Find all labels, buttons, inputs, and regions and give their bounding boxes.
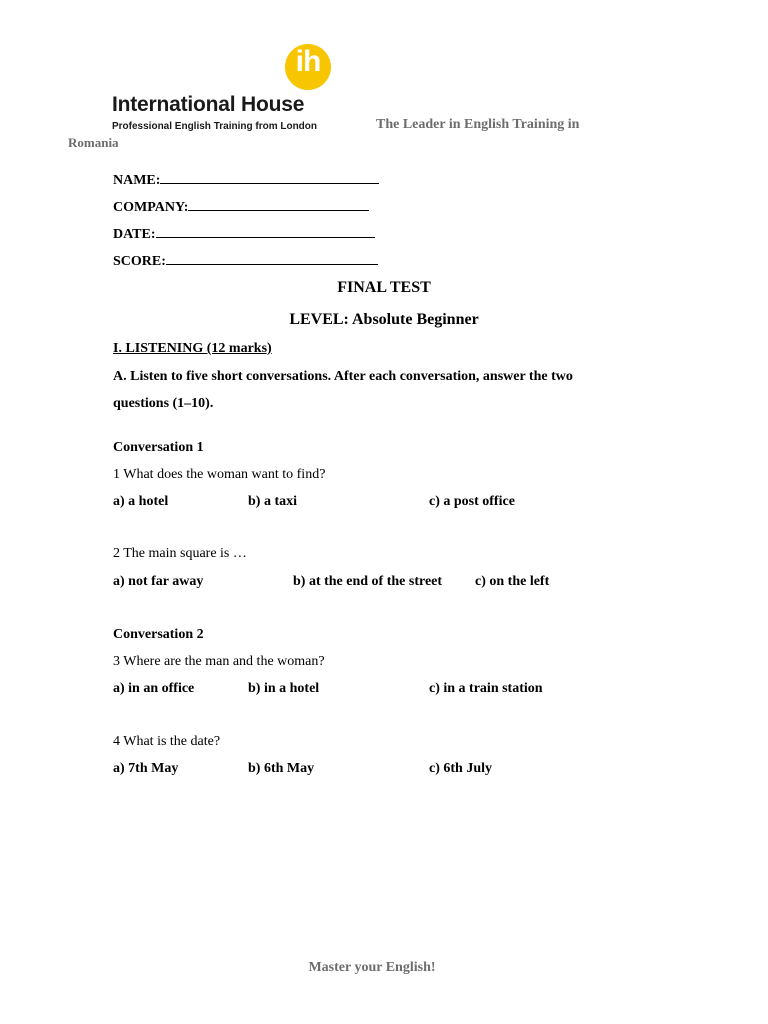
q4-option-c[interactable]: c) 6th July <box>429 761 492 776</box>
company-label: COMPANY: <box>113 200 189 215</box>
q3-option-c[interactable]: c) in a train station <box>429 681 543 696</box>
score-label: SCORE: <box>113 254 166 269</box>
logo-mark: ih <box>295 45 321 78</box>
conversation-2-heading: Conversation 2 <box>113 627 204 642</box>
date-label: DATE: <box>113 227 156 242</box>
q1-option-b[interactable]: b) a taxi <box>248 494 297 509</box>
footer-text: Master your English! <box>308 960 436 975</box>
logo-tagline: Professional English Training from London <box>112 121 318 132</box>
conversation-1-heading: Conversation 1 <box>113 440 204 455</box>
name-field <box>113 171 379 189</box>
question-4: 4 What is the date? <box>113 734 221 749</box>
date-blank[interactable] <box>156 225 375 238</box>
q2-option-c[interactable]: c) on the left <box>475 574 550 589</box>
company-blank[interactable] <box>188 198 369 211</box>
company-field <box>113 198 369 216</box>
q4-option-a[interactable]: a) 7th May <box>113 761 179 776</box>
q2-option-b[interactable]: b) at the end of the street <box>293 574 443 589</box>
ih-logo-icon <box>285 44 331 90</box>
date-field <box>113 225 375 243</box>
company-logo <box>112 44 332 134</box>
test-title: FINAL TEST <box>337 279 431 296</box>
score-blank[interactable] <box>166 252 378 265</box>
question-2: 2 The main square is … <box>113 546 247 561</box>
test-level: LEVEL: Absolute Beginner <box>289 311 479 328</box>
instructions-line-1: A. Listen to five short conversations. After each conversation, answer the two <box>113 369 573 384</box>
name-label: NAME: <box>113 173 161 188</box>
q2-option-a[interactable]: a) not far away <box>113 574 204 589</box>
q3-option-b[interactable]: b) in a hotel <box>248 681 320 696</box>
q1-option-c[interactable]: c) a post office <box>429 494 515 509</box>
slogan-line-2: Romania <box>68 135 119 150</box>
score-field <box>113 252 378 270</box>
section-heading: I. LISTENING (12 marks) <box>113 341 272 356</box>
name-blank[interactable] <box>160 171 379 184</box>
q3-option-a[interactable]: a) in an office <box>113 681 195 696</box>
question-1: 1 What does the woman want to find? <box>113 467 326 482</box>
logo-name: International House <box>112 93 305 116</box>
question-3: 3 Where are the man and the woman? <box>113 654 325 669</box>
q1-option-a[interactable]: a) a hotel <box>113 494 169 509</box>
instructions-line-2: questions (1–10). <box>113 396 214 411</box>
q4-option-b[interactable]: b) 6th May <box>248 761 315 776</box>
slogan-line-1: The Leader in English Training in <box>376 117 580 132</box>
